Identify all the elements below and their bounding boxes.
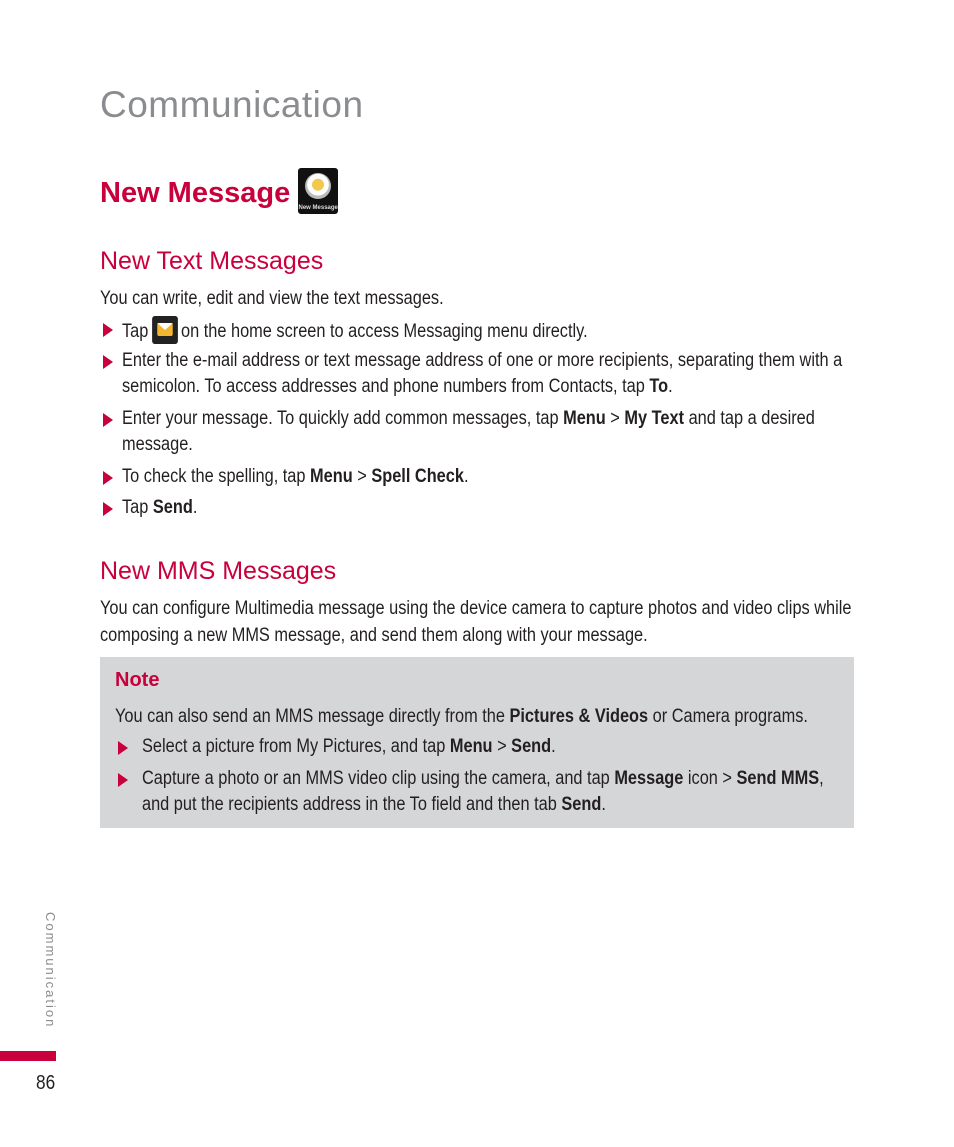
note-text: You can also send an MMS message directly from the bbox=[115, 706, 505, 727]
bullet-arrow-icon bbox=[103, 502, 113, 516]
note-text: or Camera programs. bbox=[652, 706, 808, 727]
note-bullet-capture: Capture a photo or an MMS video clip using the camera, and tap Message icon > Send MMS, and put the recipients address in the To field and then tab Send. bbox=[115, 766, 935, 818]
bullet-arrow-icon bbox=[103, 323, 113, 337]
bold-term: To bbox=[649, 376, 669, 397]
note-title: Note bbox=[115, 669, 160, 691]
page-tab-marker bbox=[0, 1051, 56, 1061]
bold-term: Send MMS bbox=[736, 768, 820, 789]
bold-term: Menu bbox=[563, 408, 606, 429]
note-intro bbox=[115, 703, 808, 730]
bullet-text: message. bbox=[122, 434, 193, 455]
paragraph-line: composing a new MMS message, and send them along with your message. bbox=[100, 625, 648, 646]
paragraph-line: You can configure Multimedia message using the device camera to capture photos and video clips while bbox=[100, 598, 852, 619]
section-title bbox=[100, 170, 338, 216]
page-title: Communication bbox=[100, 84, 364, 125]
new-text-messages-heading: New Text Messages bbox=[100, 247, 324, 275]
message-badge-icon bbox=[305, 173, 331, 199]
messaging-envelope-icon bbox=[152, 316, 178, 344]
bullet-enter-message: Enter your message. To quickly add common messages, tap Menu > My Text and tap a desired message. bbox=[100, 406, 928, 458]
bold-term: Send bbox=[561, 794, 602, 815]
bold-term: Send bbox=[152, 497, 193, 518]
page-number: 86 bbox=[36, 1072, 56, 1094]
bullet-arrow-icon bbox=[118, 773, 128, 787]
section-title-text: New Message bbox=[100, 176, 291, 209]
side-section-label: Communication bbox=[43, 912, 58, 1029]
note-text: icon > bbox=[687, 768, 732, 789]
note-bullet-select-picture: Select a picture from My Pictures, and tap Menu > Send. bbox=[115, 734, 623, 760]
bullet-tap-send: Tap Send. bbox=[100, 495, 210, 521]
note-text: Capture a photo or an MMS video clip using the camera, and tap bbox=[142, 768, 610, 789]
bullet-text: semicolon. To access addresses and phone numbers from Contacts, tap bbox=[122, 376, 645, 397]
note-box bbox=[100, 657, 854, 828]
bullet-text: and tap a desired bbox=[688, 408, 815, 429]
bullet-text: on the home screen to access Messaging menu directly. bbox=[181, 321, 588, 342]
bullet-enter-address: Enter the e-mail address or text message address of one or more recipients, separating them with a semicolon. To access addresses and phone numbers from Contacts, tap To. bbox=[100, 348, 954, 400]
new-mms-intro bbox=[100, 595, 851, 649]
bold-term: Menu bbox=[449, 736, 493, 757]
bullet-arrow-icon bbox=[103, 413, 113, 427]
bold-term: Menu bbox=[310, 466, 353, 487]
bullet-text: Tap bbox=[122, 497, 149, 518]
bullet-tap-icon bbox=[100, 316, 663, 345]
bold-term: Pictures & Videos bbox=[509, 706, 649, 727]
bullet-arrow-icon bbox=[103, 355, 113, 369]
new-message-app-icon bbox=[298, 168, 338, 214]
bullet-arrow-icon bbox=[118, 741, 128, 755]
app-icon-caption: New Message bbox=[298, 205, 338, 211]
bold-term: My Text bbox=[624, 408, 685, 429]
bullet-spell-check: To check the spelling, tap Menu > Spell Check. bbox=[100, 464, 525, 490]
bullet-arrow-icon bbox=[103, 471, 113, 485]
new-text-intro: You can write, edit and view the text messages. bbox=[100, 288, 444, 309]
bullet-text: To check the spelling, tap bbox=[122, 466, 306, 487]
new-mms-messages-heading: New MMS Messages bbox=[100, 557, 337, 585]
bold-term: Spell Check bbox=[371, 466, 464, 487]
bullet-text: Tap bbox=[122, 321, 149, 342]
bullet-text: Enter the e-mail address or text message address of one or more recipients, separating them with a bbox=[122, 350, 843, 371]
bullet-text: Enter your message. To quickly add common messages, tap bbox=[122, 408, 559, 429]
note-text: Select a picture from My Pictures, and tap bbox=[142, 736, 446, 757]
bold-term: Message bbox=[614, 768, 684, 789]
note-text: and put the recipients address in the To field and then tab bbox=[142, 794, 557, 815]
bold-term: Send bbox=[511, 736, 552, 757]
